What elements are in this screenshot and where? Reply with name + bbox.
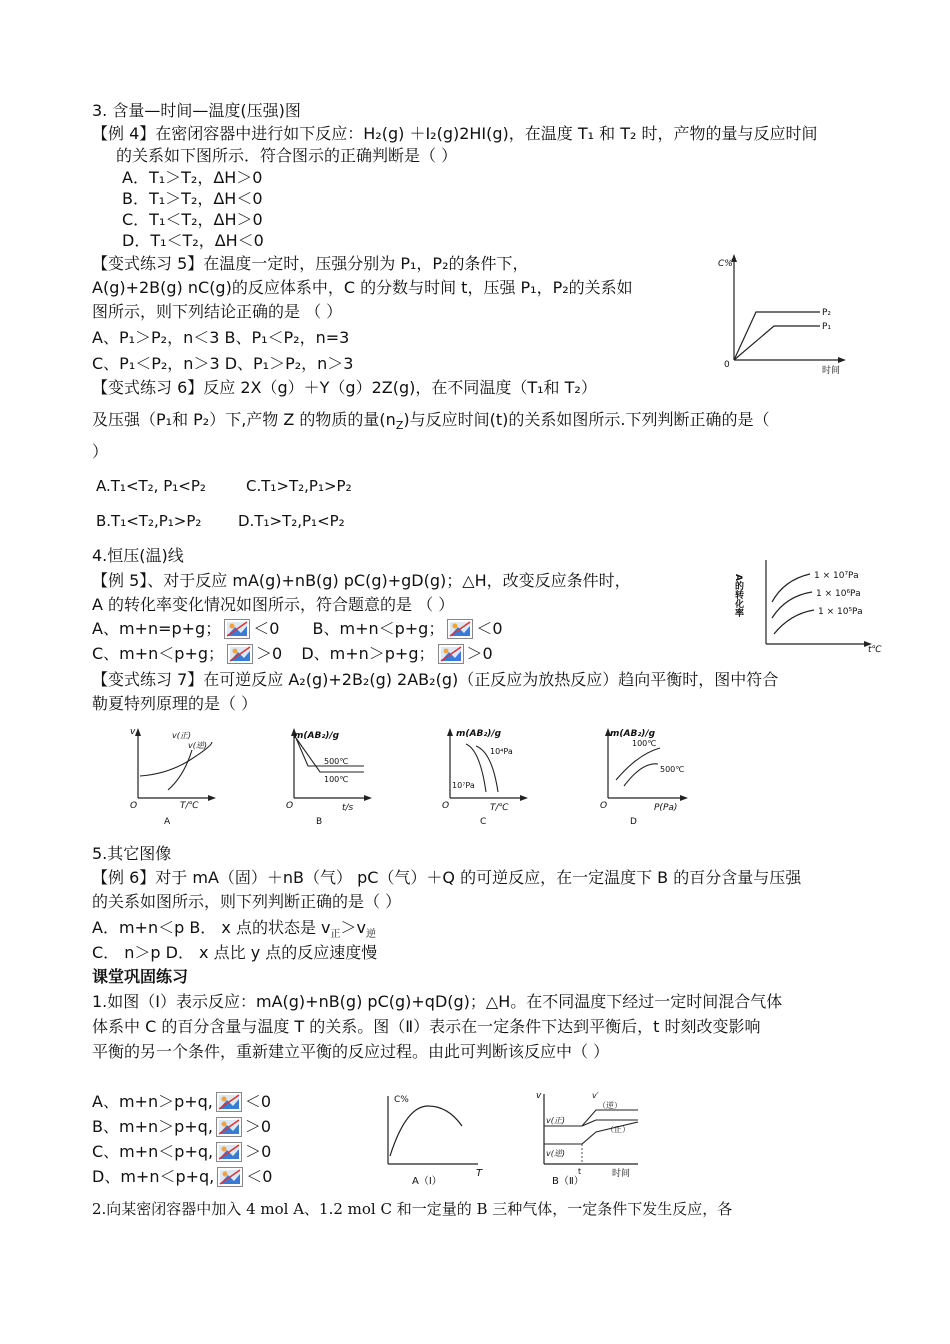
example-6-sub-ni: 逆	[365, 929, 376, 941]
fig2-b1: v(正)	[546, 1116, 565, 1125]
v7a-y: v	[130, 727, 136, 737]
ex5-y-label: A的转化率	[733, 574, 743, 617]
broken-image-icon	[216, 1117, 242, 1137]
variant-7-figure-d	[598, 724, 694, 828]
example-5-line-1: 【例 5】、对于反应 mA(g)+nB(g) pC(g)+gD(g)；△H，改变反应条件时，	[92, 571, 631, 590]
question-1-line-3: 平衡的另一个条件，重新建立平衡的反应过程。由此可判断该反应中（ ）	[92, 1042, 610, 1061]
example-5-row-2	[92, 644, 493, 664]
v7a-x: T/℃	[180, 801, 199, 811]
v7c-c1: 10⁴Pa	[490, 747, 513, 756]
fig2-y: v	[536, 1091, 542, 1101]
v5-p1-label: P₁	[822, 322, 832, 332]
v5-origin: 0	[724, 360, 730, 370]
ex5-curve-label-1: 1 × 10⁷Pa	[814, 571, 859, 581]
section-5-heading: 5.其它图像	[92, 844, 172, 863]
v7d-x: P(Pa)	[654, 803, 678, 813]
fig2-cap: B（Ⅱ）	[552, 1176, 584, 1187]
example-5-row-1	[92, 619, 503, 639]
variant-7-line-1: 【变式练习 7】在可逆反应 A₂(g)+2B₂(g) 2AB₂(g)（正反应为放热反应）趋向平衡时，图中符合	[92, 670, 779, 689]
q1-option-d-sign: ＜0	[246, 1167, 273, 1186]
example-4-option-c: C．T₁＜T₂，ΔH＞0	[122, 210, 263, 229]
example-5-option-a: A、m+n=p+g；	[92, 619, 222, 638]
broken-image-icon	[447, 619, 473, 639]
section-3-heading: 3. 含量—时间—温度(压强)图	[92, 101, 301, 120]
v7b-cap: B	[316, 817, 323, 827]
example-5-option-c-sign: ＞0	[256, 644, 283, 663]
v7d-c2: 500℃	[660, 765, 685, 774]
example-6-line-3	[92, 918, 376, 945]
variant-7-figure-a	[128, 724, 218, 828]
variant-5-line-2: A(g)+2B(g) nC(g)的反应体系中，C 的分数与时间 t，压强 P₁，P₂的关系如	[92, 278, 633, 297]
v7b-c1: 500℃	[324, 757, 349, 766]
example-6-sub-zheng: 正	[330, 929, 341, 941]
variant-6-text-a: 及压强（P₁和 P₂）下,产物 Z 的物质的量(n	[92, 410, 396, 429]
fig2-a1: v′	[592, 1091, 599, 1100]
example-5-option-b-sign: ＜0	[476, 619, 503, 638]
q1-option-a-text: A、m+n＞p+q,	[92, 1092, 213, 1111]
v7b-x: t/s	[342, 803, 354, 813]
fig2-b2: （正）	[606, 1125, 630, 1134]
v5-p2-label: P₂	[822, 308, 832, 318]
variant-6-option-a: A.T₁<T₂, P₁<P₂	[96, 477, 206, 495]
fig1-x: T	[476, 1168, 483, 1179]
variant-6-line-2	[92, 410, 769, 436]
q1-option-b-sign: ＞0	[244, 1117, 272, 1136]
q1-option-b-text: B、m+n＞p+q,	[92, 1117, 213, 1136]
example-5-figure	[728, 556, 886, 656]
v7d-c1: 100℃	[632, 739, 657, 748]
v7b-origin: O	[286, 801, 294, 811]
example-5-option-d-sign: ＞0	[466, 644, 493, 663]
variant-5-line-3: 图所示，则下列结论正确的是 （ ）	[92, 302, 343, 321]
broken-image-icon	[227, 644, 253, 664]
variant-6-option-b: B.T₁<T₂,P₁>P₂	[96, 512, 202, 530]
question-2-line-1: 2.向某密闭容器中加入 4 mol A、1.2 mol C 和一定量的 B 三种气体，一定条件下发生反应，各	[92, 1200, 733, 1218]
v5-x-label: 时间	[822, 366, 841, 376]
v7c-cap: C	[480, 817, 487, 827]
variant-6-option-d: D.T₁>T₂,P₁<P₂	[238, 512, 345, 530]
example-5-option-c: C、m+n＜p+g；	[92, 644, 225, 663]
example-5-option-b: B、m+n＜p+g；	[312, 619, 445, 638]
curve-1e5	[774, 610, 814, 634]
v7c-y: m(AB₂)/g	[456, 729, 502, 739]
fig2-x: 时间	[612, 1169, 631, 1179]
question-1-line-2: 体系中 C 的百分含量与温度 T 的关系。图（Ⅱ）表示在一定条件下达到平衡后，t 时刻改变影响	[92, 1017, 761, 1036]
example-4-option-a: A．T₁＞T₂，ΔH＞0	[122, 168, 263, 187]
v7a-cap: A	[164, 817, 171, 827]
q1-option-c-sign: ＞0	[245, 1142, 272, 1161]
example-4-line-2: 的关系如下图所示．符合图示的正确判断是（ ）	[116, 146, 458, 165]
variant-6-option-c: C.T₁>T₂,P₁>P₂	[246, 477, 352, 495]
example-4-option-d: D．T₁＜T₂，ΔH＜0	[122, 231, 264, 250]
variant-6-text-b: )与反应时间(t)的关系如图所示.下列判断正确的是（	[403, 410, 770, 429]
variant-7-line-2: 勒夏特列原理的是（ ）	[92, 694, 258, 713]
example-5-option-a-sign: ＜0	[253, 619, 280, 638]
example-5-line-2: A 的转化率变化情况如图所示，符合题意的是 （ ）	[92, 595, 455, 614]
question-1-option-d	[92, 1167, 272, 1187]
fig2-c1: v(逆)	[546, 1149, 565, 1158]
v7c-origin: O	[442, 801, 450, 811]
example-4-line-1: 【例 4】在密闭容器中进行如下反应：H₂(g) ＋I₂(g)2HI(g)，在温度 T₁ 和 T₂ 时，产物的量与反应时间	[92, 124, 818, 143]
v7c-c2: 10⁷Pa	[452, 781, 475, 790]
v7d-origin: O	[600, 801, 608, 811]
variant-6-line-1: 【变式练习 6】反应 2X（g）＋Y（g）2Z(g)，在不同温度（T₁和 T₂）	[92, 378, 597, 397]
variant-5-figure	[712, 250, 852, 380]
practice-figure-2	[532, 1086, 672, 1190]
example-6-options-ab: A．m+n＜p B． x 点的状态是 v	[92, 918, 331, 937]
example-4-option-b: B．T₁＞T₂，ΔH＜0	[122, 189, 263, 208]
v7a-c2: v(逆)	[188, 741, 207, 750]
variant-5-line-5: C、P₁＜P₂，n＞3 D、P₁＞P₂，n＞3	[92, 354, 354, 373]
broken-image-icon	[224, 619, 250, 639]
fig1-cap: A（Ⅰ）	[412, 1176, 442, 1187]
example-6-line-2: 的关系如图所示，则下列判断正确的是（ ）	[92, 892, 402, 911]
broken-image-icon	[438, 644, 464, 664]
fig2-t: t	[578, 1167, 582, 1176]
question-1-option-c	[92, 1142, 271, 1162]
v7d-y: m(AB₂)/g	[610, 729, 656, 739]
broken-image-icon	[216, 1092, 242, 1112]
example-6-gt-v: ＞v	[340, 918, 366, 937]
q1-option-a-sign: ＜0	[244, 1092, 272, 1111]
variant-6-nz-subscript: Z	[395, 419, 404, 433]
fig1-y: C%	[394, 1095, 409, 1105]
broken-image-icon	[217, 1167, 243, 1187]
fig2-a2: （逆）	[598, 1101, 622, 1110]
question-1-option-a	[92, 1092, 271, 1112]
example-6-line-4: C． n＞p D． x 点比 y 点的反应速度慢	[92, 943, 378, 962]
p2-curve	[734, 312, 820, 360]
question-1-line-1: 1.如图（Ⅰ）表示反应：mA(g)+nB(g) pC(g)+qD(g)；△H。在不同温度下经过一定时间混合气体	[92, 992, 783, 1011]
question-1-option-b	[92, 1117, 271, 1137]
ex5-curve-label-3: 1 × 10⁵Pa	[818, 607, 863, 617]
q1-option-d-text: D、m+n＜p+q,	[92, 1167, 215, 1186]
example-5-option-d: D、m+n＞p+g；	[301, 644, 435, 663]
variant-7-figure-c	[440, 724, 530, 828]
v7d-cap: D	[630, 817, 637, 827]
example-6-line-1: 【例 6】对于 mA（固）＋nB（气） pC（气）＋Q 的可逆反应，在一定温度下 B 的百分含量与压强	[92, 868, 802, 887]
practice-heading: 课堂巩固练习	[92, 967, 189, 986]
variant-5-line-4: A、P₁＞P₂，n＜3 B、P₁＜P₂，n=3	[92, 328, 350, 347]
variant-6-line-3: ）	[92, 442, 109, 461]
section-4-heading: 4.恒压(温)线	[92, 546, 184, 565]
curve-1e6	[772, 592, 812, 618]
curve-1e7	[772, 574, 810, 602]
q1-option-c-text: C、m+n＜p+q,	[92, 1142, 214, 1161]
variant-7-figure-b	[284, 724, 374, 828]
v7a-origin: O	[130, 801, 138, 811]
v7b-c2: 100℃	[324, 775, 349, 784]
v7c-x: T/℃	[490, 803, 509, 813]
v7b-y: m(AB₂)/g	[294, 731, 340, 741]
variant-5-line-1: 【变式练习 5】在温度一定时，压强分别为 P₁，P₂的条件下，	[92, 254, 529, 273]
ex5-x-label: t℃	[868, 645, 882, 655]
broken-image-icon	[216, 1142, 242, 1162]
ex5-curve-label-2: 1 × 10⁶Pa	[816, 589, 861, 599]
v5-y-label: C%	[718, 259, 733, 269]
practice-figure-1	[378, 1086, 494, 1190]
v7a-c1: v(正)	[172, 731, 191, 740]
